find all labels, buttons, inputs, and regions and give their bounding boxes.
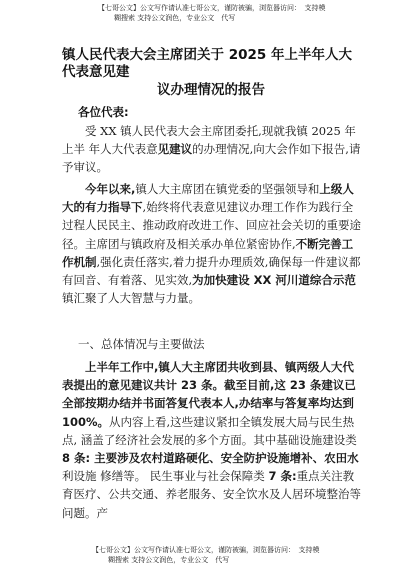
salutation: 各位代表: [78,105,129,119]
p2-text-c: 上级人大的有力指导下 [62,182,354,215]
p3-text-d: 8 条: 主要涉及农村道路硬化、安全防护设施增补、农田水 [62,451,359,466]
p2-text-g: 为加快建设 XX 河川道综合示范 [192,273,356,288]
p2-text-a: 今年以来, [85,182,136,196]
p2-text-e: 不断完善工作机制 [62,236,354,269]
document-subtitle: 议办理情况的报告 [157,82,265,98]
document-title: 镇人民代表大会主席团关于 2025 年上半年人大代表意见建 [62,47,352,80]
p3-text-b: 镇人大主席团共收到县、镇两级人大代表提出的意见建议共计 23 条。截至目前,这 23 条建议已全部按期办结并书面答复代表本人,办结率与答复率均达到 100%。 [62,360,356,429]
footer-line-1: 【七哥公文】公文写作请认准七哥公文，谨防被骗，浏览器访问： 支持模 [92,546,320,554]
p3-text-a: 上半年工作中, [85,360,159,374]
page-header-watermark [98,3,338,23]
paragraph-details [62,358,362,522]
p3-text-g: 重点关注教育医疗、公共交通、养老服务、安全饮水及人居环境整治等问题。产 [62,469,361,520]
paragraph-overview [62,180,362,307]
p3-text-e: 利设施 修缮等。 民生事业与社会保障类 [62,469,269,484]
p1-text-a: 受 XX 镇人民代表大会主席团委托,现就我镇 2025 年上半 年人大代表意 [62,124,356,157]
p3-text-c: 从内容上看,这些建议紧扣全镇发展大局与民生热点, 涵盖了经济社会发展的多个方面。其中基础设施建设类 [62,414,357,447]
header-line-1: 【七哥公文】公文写作请认准七哥公文，谨防被骗，浏览器访问： 支持模 [98,4,326,12]
section-heading-1: 一、总体情况与主要做法 [78,337,205,351]
p3-text-f: 7 条: [268,469,297,484]
page-footer-watermark [92,545,342,565]
p2-text-h: 镇汇聚了人大智慧与力量。 [62,291,200,306]
p1-text-b: 见建议 [157,142,193,157]
header-line-2: 糊搜索 支持公文润色，专业公文 代写 [114,14,236,22]
p2-text-d: ,始终将代表意见建议办理工作作为践行全过程人民民主、推动政府改进工作、回应社会关切的重要途径。主席团与镇政府及相关承办单位紧密协作, [62,200,361,251]
paragraph-intro [62,122,362,177]
footer-line-2: 糊搜索 支持公文润色，专业公文 代写 [108,556,230,564]
p2-text-f: ,强化责任落实,着力提升办理质效,确保每一件建议都有回音、有着落、见实效, [62,254,361,288]
p2-text-b: 镇人大主席团在镇党委的坚强领导和 [135,182,320,196]
p1-text-c: 的办理情况,向大会作如下报告,请予审议。 [62,142,361,175]
